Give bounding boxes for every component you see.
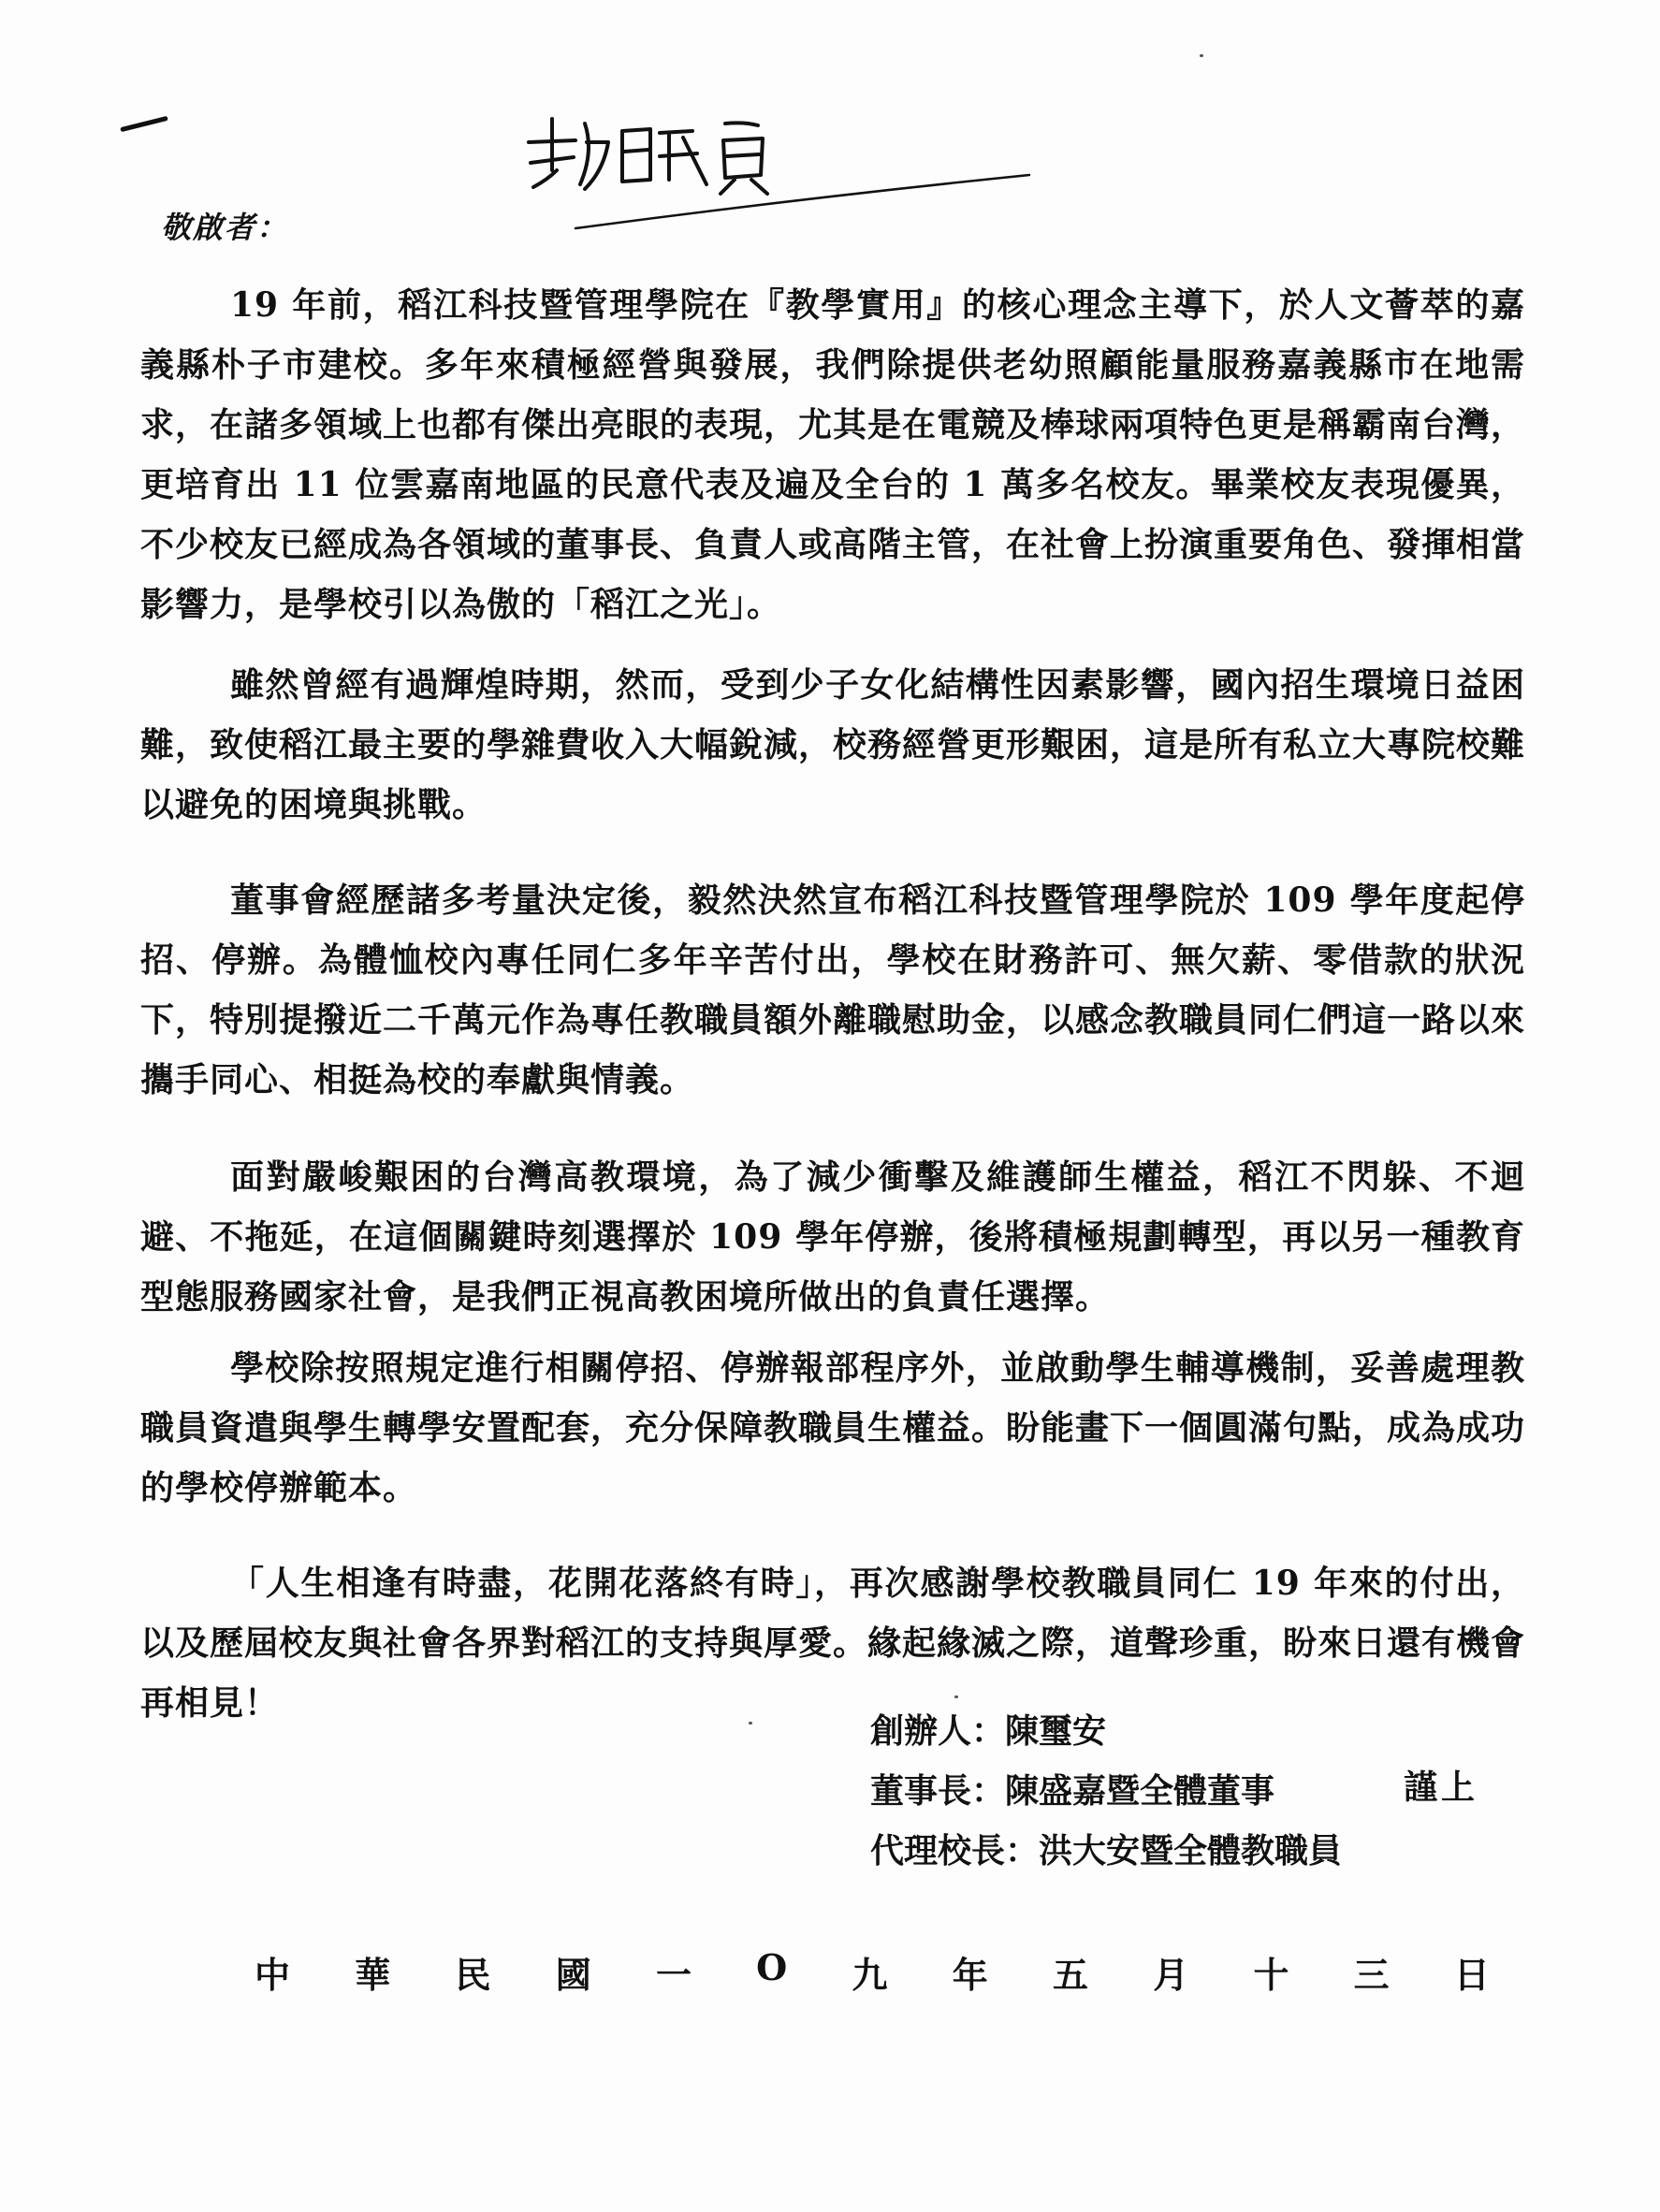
date-char: 華 <box>355 1954 391 1996</box>
date-char: 一 <box>655 1954 692 1996</box>
respectful-closing: 謹上 <box>1404 1768 1479 1807</box>
paragraph-responsible-choice: 面對嚴峻艱困的台灣高教環境，為了減少衝擊及維護師生權益，稻江不閃躲、不迴避、不拖延，在這個關鍵時刻選擇於 109 學年停辦，後將積極規劃轉型，再以另一種教育型態服務國家社會，是我們正視高教困境所做出的負責任選擇。 <box>140 1157 1525 1317</box>
paragraph-enrollment-decline: 雖然曾經有過輝煌時期，然而，受到少子女化結構性因素影響，國內招生環境日益困難，致使稻江最主要的學雜費收入大幅銳減，校務經營更形艱困，這是所有私立大專院校難以避免的困境與挑戰。 <box>140 665 1526 824</box>
date-char: 五 <box>1052 1954 1088 1996</box>
date-char: 三 <box>1353 1954 1390 1996</box>
scan-speck <box>1200 54 1203 57</box>
paragraph-history: 19 年前，稻江科技暨管理學院在『教學實用』的核心理念主導下，於人文薈萃的嘉義縣朴子市建校。多年來積極經營與發展，我們除提供老幼照顧能量服務嘉義縣市在地需求，在諸多領域上也都有傑出亮眼的表現，尤其是在電競及棒球兩項特色更是稱霸南台灣，更培育出 11 位雲嘉南地區的民意代表及遍及全台的 1 萬多名校友。畢業校友表現優異，不少校友已經成為各領域的董事長、負責人或高階主管，在社會上扮演重要角色、發揮相當影響力，是學校引以為傲的「稻江之光」。 <box>140 285 1526 624</box>
signature-block <box>870 1701 1342 1881</box>
salutation: 敬啟者： <box>161 210 289 245</box>
scan-speck <box>749 1722 752 1724</box>
paragraph-closure-decision: 董事會經歷諸多考量決定後，毅然決然宣布稻江科技暨管理學院於 109 學年度起停招、停辦。為體恤校內專任同仁多年辛苦付出，學校在財務許可、無欠薪、零借款的狀況下，特別提撥近二千萬元作為專任教職員額外離職慰助金，以感念教職員同仁們這一路以來攜手同心、相挺為校的奉獻與情義。 <box>140 880 1526 1099</box>
date-char: 十 <box>1253 1954 1289 1996</box>
date-char: 日 <box>1453 1954 1490 1996</box>
handwritten-dash-mark <box>120 116 168 132</box>
paragraph-student-arrangements: 學校除按照規定進行相關停招、停辦報部程序外，並啟動學生輔導機制，妥善處理教職員資遣與學生轉學安置配套，充分保障教職員生權益。盼能畫下一個圓滿句點，成為成功的學校停辦範本。 <box>140 1348 1526 1507</box>
scan-speck <box>954 1695 958 1698</box>
handwritten-note <box>519 105 1043 236</box>
date-char: 國 <box>555 1954 591 1996</box>
date-char: O <box>756 1946 788 1988</box>
date-line <box>255 1946 1490 1998</box>
date-char: 月 <box>1153 1954 1189 1996</box>
date-char: 九 <box>852 1954 888 1996</box>
paragraph-farewell: 「人生相逢有時盡，花開花落終有時」，再次感謝學校教職員同仁 19 年來的付出，以及歷屆校友與社會各界對稻江的支持與厚愛。緣起緣滅之際，道聲珍重，盼來日還有機會再相見！ <box>140 1564 1526 1723</box>
signer-chairman: 董事長：陳盛嘉暨全體董事 <box>870 1771 1275 1811</box>
date-char: 民 <box>455 1954 491 1996</box>
signer-acting-president: 代理校長：洪大安暨全體教職員 <box>870 1831 1343 1870</box>
date-char: 中 <box>255 1954 291 1996</box>
signer-founder: 創辦人：陳璽安 <box>870 1711 1107 1751</box>
date-char: 年 <box>952 1954 988 1996</box>
